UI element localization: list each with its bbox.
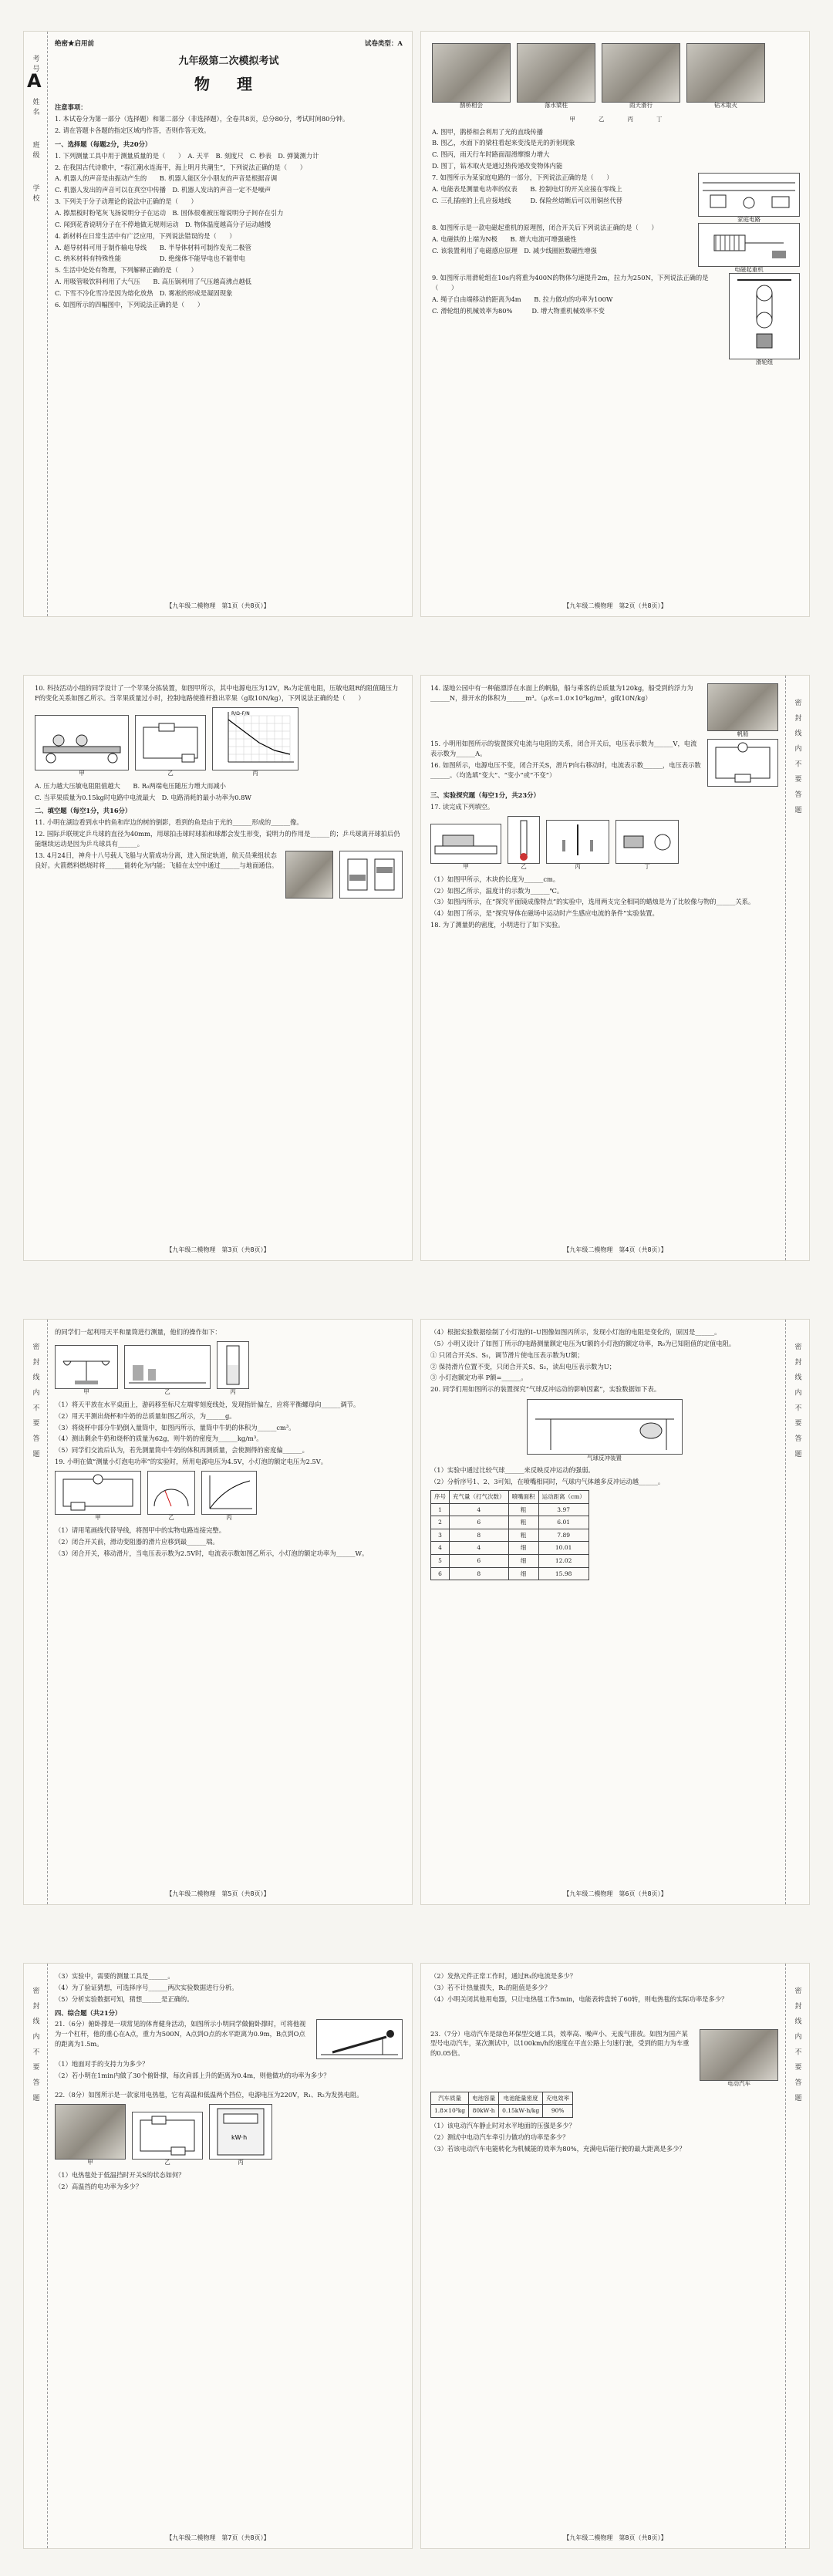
sailboat-photo xyxy=(707,683,778,738)
figure-caption: 乙 xyxy=(168,1514,174,1522)
question-line: （3）若该电动汽车电能转化为机械能的效率为80%，充满电后能行驶的最大距离是多少？ xyxy=(430,2144,686,2153)
energy-meter-svg xyxy=(210,2105,271,2159)
figure-10-sorting-device xyxy=(35,715,129,777)
question-line: A. 压力越大压敏电阻阻值越大 B. R₀两端电压随压力增大而减小 xyxy=(35,781,226,790)
figure-19-iu-graph xyxy=(201,1471,257,1522)
table-cell: 3 xyxy=(431,1529,450,1542)
section-heading: 一、选择题（每题2分，共20分） xyxy=(55,140,152,148)
figure-caption: 丙 xyxy=(238,2159,244,2166)
table-cell: 4 xyxy=(450,1503,509,1516)
question-line: 17. 读完成下列填空。 xyxy=(430,802,494,811)
question-line: 12. 国际乒联规定乒乓球的直径为40mm，用球拍击球时球拍和球都会发生形变，说明力的作用是______的；乒乓球离开球拍后仍能继续运动是因为乒乓球具有______。 xyxy=(35,830,400,848)
question-line: 18. 为了测量奶的密度，小明进行了如下实验。 xyxy=(430,921,565,929)
question-line: （5）小明又设计了如图丁所示的电路测量额定电压为U额的小灯泡的额定功率，R₀为已知阻值的定值电阻。 xyxy=(430,1339,736,1347)
question-line: （2）如图乙所示，温度计的示数为______℃。 xyxy=(430,886,564,895)
question-line: （1）地面对手的支持力为多少？ xyxy=(55,2060,149,2069)
figure-caption: 丙 xyxy=(252,770,258,777)
figure-10-circuit xyxy=(135,715,206,777)
question-line: 7. 如图所示为某家庭电路的一部分，下列说法正确的是（ ） xyxy=(432,174,613,182)
table-header: 喷嘴面积 xyxy=(508,1490,538,1503)
table-cell: 1.8×10³kg xyxy=(431,2105,469,2118)
figure-caption: 雨天滑行 xyxy=(629,102,653,110)
table-cell: 6 xyxy=(450,1516,509,1529)
figure-caption: 甲 xyxy=(83,1388,89,1396)
note-item: 1. 本试卷分为第一部分（选择题）和第二部分（非选择题），全卷共8页，总分80分，考试时间80分钟。 xyxy=(55,115,349,123)
binding-mark-exam-no: 考号 xyxy=(31,55,39,75)
figure-16-circuit xyxy=(707,739,778,787)
figure-22-blanket-photo xyxy=(55,2104,126,2166)
question-line: 9. 如图所示用滑轮组在10s内将重为400N的物体匀速提升2m，拉力为250N，下列说法正确的是（ ） xyxy=(432,274,709,292)
table-row xyxy=(431,1503,589,1516)
table-row xyxy=(431,1542,589,1555)
figure-caption: 甲 xyxy=(87,2159,93,2166)
table-cell: 5 xyxy=(431,1555,450,1568)
resistance-force-graph xyxy=(213,708,298,770)
seal-strip xyxy=(785,1964,809,2548)
confidential-mark: 绝密★启用前 xyxy=(55,40,95,48)
page-footer: 【九年级二模物理 第7页（共8页）】 xyxy=(166,2534,270,2541)
question-line: （1）电热毯处于低温挡时开关S的状态如何？ xyxy=(55,2171,185,2180)
question-line: C. 图丙，雨天行车时路面湿滑摩擦力增大 xyxy=(432,150,550,159)
figure-6-ding xyxy=(686,43,765,110)
question-line: （4）根据实验数据绘制了小灯泡的I–U图像如图丙所示，发现小灯泡的电阻是变化的，原因是______。 xyxy=(430,1328,721,1336)
notes-heading: 注意事项： xyxy=(55,103,87,112)
table-cell: 粗 xyxy=(508,1503,538,1516)
table-cell: 6 xyxy=(431,1567,450,1580)
table-cell: 8 xyxy=(450,1529,509,1542)
sheet-1 xyxy=(0,0,833,644)
figure-19-ammeter xyxy=(147,1471,195,1522)
question-line: ② 保持滑片位置不变，只闭合开关S、S₂，读出电压表示数为U； xyxy=(430,1362,616,1371)
figure-caption: 滑轮组 xyxy=(755,359,774,366)
table-row xyxy=(431,1516,589,1529)
engine-svg xyxy=(340,851,402,898)
figure-10-chart xyxy=(212,707,298,777)
figure-9-pulley xyxy=(729,273,800,366)
table-cell: 90% xyxy=(543,2105,573,2118)
question-line: （1）将天平放在水平桌面上，游码移至标尺左端零刻度线处，发现指针偏左，应将平衡螺母向______调节。 xyxy=(55,1400,360,1408)
figure-17-mirror xyxy=(546,820,609,871)
table-header: 电池容量 xyxy=(469,2092,499,2105)
electromagnet-diagram xyxy=(699,224,799,266)
seal-strip xyxy=(785,1320,809,1904)
table-cell: 12.02 xyxy=(538,1555,588,1568)
figure-21-pushup xyxy=(316,2019,403,2059)
page-footer: 【九年级二模物理 第3页（共8页）】 xyxy=(166,1246,270,1253)
car-spec-table xyxy=(430,2092,573,2118)
table-cell: 6 xyxy=(450,1555,509,1568)
figure-18-balance xyxy=(55,1345,118,1396)
figure-17-magnet xyxy=(615,820,679,871)
question-line: A. 超导材料可用于制作输电导线 B. 半导体材料可制作发光二极管 xyxy=(55,243,251,251)
seal-strip xyxy=(785,676,809,1260)
page-footer: 【九年级二模物理 第8页（共8页）】 xyxy=(563,2534,667,2541)
table-cell: 4 xyxy=(450,1542,509,1555)
question-line: A. 图甲，鹊桥相会利用了光的直线传播 xyxy=(432,127,544,136)
page-4 xyxy=(420,675,810,1261)
question-line: （5）分析实验数据可知，猜想______是正确的。 xyxy=(55,1994,194,2003)
figure-caption: 丙 xyxy=(226,1514,232,1522)
figure-22-meter xyxy=(209,2104,272,2166)
circuit-diagram xyxy=(136,716,205,770)
ruler-svg xyxy=(431,824,501,863)
question-line: （1）该电动汽车静止时对水平地面的压强是多少？ xyxy=(430,2121,575,2129)
question-line: C. 下雪不冷化雪冷是因为熔化放热 D. 雾凇的形成是凝固现象 xyxy=(55,289,233,298)
table-row xyxy=(431,1529,589,1542)
sorting-device-diagram xyxy=(35,716,128,770)
table-header: 充电效率 xyxy=(543,2092,573,2105)
figure-caption: 甲 xyxy=(463,863,469,871)
weights-svg xyxy=(125,1346,210,1388)
figure-18-weights xyxy=(124,1345,211,1396)
question-line: （2）分析序号1、2、3可知，在喷嘴相同时，气球内气体越多反冲运动越______。 xyxy=(430,1478,665,1486)
figure-8-electromagnet xyxy=(698,223,800,274)
pulley-diagram xyxy=(730,274,799,359)
table-cell: 6.01 xyxy=(538,1516,588,1529)
circuit-diagram xyxy=(699,174,799,216)
magnet-svg xyxy=(616,821,678,863)
question-line: ① 只闭合开关S、S₁，调节滑片使电压表示数为U额； xyxy=(430,1350,584,1359)
seal-text: 密 封 线 内 不 要 答 题 xyxy=(793,699,801,817)
mirror-svg xyxy=(547,821,609,863)
table-cell: 粗 xyxy=(508,1516,538,1529)
balance-svg xyxy=(56,1346,117,1388)
table-cell: 细 xyxy=(508,1542,538,1555)
balloon-setup-svg xyxy=(528,1400,682,1454)
figure-caption: 家庭电路 xyxy=(737,216,760,224)
question-line: （1）请用笔画线代替导线，将图甲中的实物电路连接完整。 xyxy=(55,1526,225,1535)
cylinder-svg xyxy=(218,1342,248,1388)
question-line: C. 纳米材料有特殊性能 D. 绝缘体不能导电也不能带电 xyxy=(55,255,245,263)
question-line: 21.（6分）俯卧撑是一项常见的体育健身活动，如图所示小明同学做俯卧撑时，可将他视为一个杠杆，他的重心在A点，重力为500N，A点到O点的水平距离为0.9m，B点到O点的距离为1.5m。 xyxy=(55,2020,306,2048)
seal-text: 密 封 线 内 不 要 答 题 xyxy=(793,1987,801,2105)
figure-caption: 丙 xyxy=(575,863,581,871)
seal-text: 密 封 线 内 不 要 答 题 xyxy=(31,1987,39,2105)
question-line: C. 机器人发出的声音可以在真空中传播 D. 机器人发出的声音一定不是噪声 xyxy=(55,186,271,194)
question-line: 13. 4月24日，神舟十八号载人飞船与火箭成功分离，进入预定轨道，航天员乘组状态良好。火箭燃料燃烧时将______能转化为内能；飞船在太空中通过______与地面通信。 xyxy=(35,851,278,869)
electric-car-photo xyxy=(700,2029,778,2087)
figure-18-cylinder xyxy=(217,1341,249,1396)
seal-strip xyxy=(24,1320,48,1904)
paper-type-letter: A xyxy=(27,70,42,92)
question-line: 10. 科技活动小组的同学设计了一个苹果分拣装置，如图甲所示，其中电源电压为12V，R₀为定值电阻，压敏电阻R的阻值随压力F的变化关系如图乙所示。当苹果质量过小时，控制电路使推杆推出苹果（g取10N/kg），下列说法正确的是（ ） xyxy=(35,684,399,702)
question-line: ③ 小灯泡额定功率 P额=______。 xyxy=(430,1374,528,1382)
figure-19-circuit xyxy=(55,1471,141,1522)
table-cell: 4 xyxy=(431,1542,450,1555)
sheet-4 xyxy=(0,1932,833,2576)
balloon-data-table xyxy=(430,1490,589,1580)
figure-7-household-circuit xyxy=(698,173,800,224)
binding-strip xyxy=(24,32,48,616)
sheet-2 xyxy=(0,644,833,1288)
question-line: （2）测试中电动汽车牵引力做功的功率是多少？ xyxy=(430,2133,569,2141)
question-line: （2）高温挡的电功率为多少？ xyxy=(55,2182,143,2190)
figure-caption: 电动汽车 xyxy=(727,2079,750,2087)
table-header: 汽车质量 xyxy=(431,2092,469,2105)
section-heading: 二、填空题（每空1分，共16分） xyxy=(35,807,132,815)
figure-label: 丙 xyxy=(627,116,633,123)
table-cell: 2 xyxy=(431,1516,450,1529)
figure-22-circuit xyxy=(132,2112,203,2166)
question-line: C. 三孔插座的上孔应接地线 D. 保险丝熔断后可以用铜丝代替 xyxy=(432,196,622,204)
table-cell: 10.01 xyxy=(538,1542,588,1555)
note-item: 2. 请在答题卡各题的指定区域内作答，否则作答无效。 xyxy=(55,126,211,135)
ammeter-svg xyxy=(148,1472,194,1514)
question-line: （4）测出剩余牛奶和烧杯的质量为62g，则牛奶的密度为______kg/m³。 xyxy=(55,1435,263,1443)
figure-6-yi xyxy=(517,43,595,110)
question-line: （2）若小明在1min内做了30个俯卧撑，每次肩部上升的距离为0.4m，则他做功的功率为多少？ xyxy=(55,2072,330,2080)
question-line: （2）发热元件正常工作时，通过R₁的电流是多少？ xyxy=(430,1972,577,1980)
table-row xyxy=(431,1567,589,1580)
circuit-svg xyxy=(133,2112,202,2159)
table-cell: 0.15kW·h/kg xyxy=(499,2105,543,2118)
question-line: （1）实验中通过比较气球______来反映反冲运动的强弱。 xyxy=(430,1466,595,1475)
question-line: 4. 新材料在日常生活中有广泛应用，下列说法错误的是（ ） xyxy=(55,231,236,240)
table-cell: 80kW·h xyxy=(469,2105,499,2118)
question-line: 23.（7分）电动汽车是绿色环保型交通工具，效率高、噪声小、无废气排放。如图为国产某型号电动汽车，某次测试中，以100km/h的速度在平直公路上匀速行驶，受到的阻力为车重的0.05倍。 xyxy=(430,2029,690,2058)
rocket-photo xyxy=(285,851,333,899)
figure-17-ruler xyxy=(430,824,501,871)
table-cell: 细 xyxy=(508,1555,538,1568)
circuit-svg xyxy=(56,1472,140,1514)
figure-caption: 帆船 xyxy=(737,730,749,738)
question-line: （2）用天平测出烧杯和牛奶的总质量如图乙所示，为______g。 xyxy=(55,1411,236,1420)
question-line: 的同学们一起利用天平和量筒进行测量，他们的操作如下： xyxy=(55,1328,221,1336)
question-line: 22.（8分）如图所示是一款家用电热毯，它有高温和低温两个挡位，电源电压为220V，R₁、R₂为发热电阻。 xyxy=(55,2091,363,2099)
page-footer: 【九年级二模物理 第2页（共8页）】 xyxy=(563,602,667,609)
question-line: A. 绳子自由端移动的距离为4m B. 拉力做功的功率为100W xyxy=(432,295,613,303)
table-row xyxy=(431,1555,589,1568)
question-line: 8. 如图所示是一款电磁起重机的原理图，闭合开关后下列说法正确的是（ ） xyxy=(432,224,658,232)
figure-caption: 鹊桥相会 xyxy=(460,102,483,110)
question-line: A. 用吸管吸饮料利用了大气压 B. 高压锅利用了气压越高沸点越低 xyxy=(55,278,251,286)
binding-mark-name: 姓名 xyxy=(31,98,39,118)
question-line: （4）为了验证猜想，可选择序号______两次实验数据进行分析。 xyxy=(55,1983,238,1991)
figure-caption: 乙 xyxy=(521,863,527,871)
question-line: 3. 下列关于分子动理论的说法中正确的是（ ） xyxy=(55,197,197,206)
question-line: D. 图丁，钻木取火是通过热传递改变物体内能 xyxy=(432,162,563,170)
table-header: 序号 xyxy=(431,1490,450,1503)
question-line: （3）如图丙所示，在“探究平面镜成像特点”的实验中，选用两支完全相同的蜡烛是为了比较像与物的______关系。 xyxy=(430,898,755,906)
figure-6-jia xyxy=(432,43,511,110)
figure-label: 甲 xyxy=(569,116,575,123)
question-line: （3）若不计热量损失，R₂的阻值是多少？ xyxy=(430,1983,551,1991)
page-5 xyxy=(23,1319,413,1905)
question-line: 14. 湿地公园中有一种能漂浮在水面上的帆船，船与乘客的总质量为120kg，船受到的浮力为______N，排开水的体积为______m³。（ρ水=1.0×10³kg/m³，g取10N/kg） xyxy=(430,684,693,702)
binding-mark-school: 学校 xyxy=(31,184,39,204)
table-header: 电池能量密度 xyxy=(499,2092,543,2105)
table-header: 运动距离（cm） xyxy=(538,1490,588,1503)
question-line: 20. 同学们用如图所示的装置探究“气球反冲运动的影响因素”，实验数据如下表。 xyxy=(430,1385,661,1394)
page-footer: 【九年级二模物理 第4页（共8页）】 xyxy=(563,1246,667,1253)
figure-caption: 甲 xyxy=(79,770,85,777)
question-line: 11. 小明在湖边看到水中的鱼和岸边的树的倒影，看到的鱼是由于光的______形成的______像。 xyxy=(35,818,303,827)
question-line: 19. 小明在做“测量小灯泡电功率”的实验时，所用电源电压为4.5V，小灯泡的额定电压为2.5V。 xyxy=(55,1458,328,1466)
question-line: 16. 如图所示，电源电压不变，闭合开关S，滑片P向右移动时，电流表示数______，电压表示数______。（均选填“变大”、“变小”或“不变”） xyxy=(430,760,701,779)
figure-caption: 乙 xyxy=(167,770,174,777)
question-line: 15. 小明用如图所示的装置探究电流与电阻的关系，闭合开关后，电压表示数为______V，电流表示数为______A。 xyxy=(430,740,697,757)
exam-title: 九年级第二次模拟考试 xyxy=(178,56,279,68)
page-8 xyxy=(420,1963,810,2549)
figure-caption: 钻木取火 xyxy=(714,102,737,110)
question-line: （4）如图丁所示，是“探究导体在磁场中运动时产生感应电流的条件”实验装置。 xyxy=(430,909,659,918)
thermometer-svg xyxy=(508,817,539,863)
table-header: 充气量（打气次数） xyxy=(450,1490,509,1503)
table-cell: 1 xyxy=(431,1503,450,1516)
exam-subject: 物 理 xyxy=(194,75,263,94)
figure-20-balloon xyxy=(527,1399,683,1462)
question-line: C. 闻到花香说明分子在不停地做无规则运动 D. 物体温度越高分子运动越慢 xyxy=(55,220,271,228)
figure-caption: 乙 xyxy=(164,2159,170,2166)
figure-label: 乙 xyxy=(599,116,605,123)
figure-caption: 电磁起重机 xyxy=(734,266,764,274)
page-1 xyxy=(23,31,413,617)
question-line: A. 机器人的声音是由振动产生的 B. 机器人能区分小朋友的声音是根据音调 xyxy=(55,174,278,183)
question-line: （4）小明关闭其他用电器，只让电热毯工作5min，电能表转盘转了60转，则电热毯的实际功率是多少？ xyxy=(430,1994,728,2003)
figure-caption: 丁 xyxy=(644,863,650,871)
page-footer: 【九年级二模物理 第5页（共8页）】 xyxy=(166,1890,270,1897)
question-line: 1. 下列测量工具中用于测量质量的是（ ） A. 天平 B. 刻度尺 C. 秒表 D. 弹簧测力计 xyxy=(55,151,319,160)
table-cell: 8 xyxy=(450,1567,509,1580)
figure-caption: 乙 xyxy=(164,1388,170,1396)
page-footer: 【九年级二模物理 第1页（共8页）】 xyxy=(166,602,270,609)
question-line: A. 电磁铁的上端为N极 B. 增大电流可增强磁性 xyxy=(432,234,577,243)
question-line: （5）同学们交流后认为，若先测量筒中牛奶的体积再测质量，会使测得的密度偏______。 xyxy=(55,1446,309,1455)
engine-diagram xyxy=(339,851,403,899)
question-line: A. 电能表是测量电功率的仪表 B. 控制电灯的开关应接在零线上 xyxy=(432,184,622,193)
question-line: （3）将烧杯中部分牛奶倒入量筒中，如图丙所示，量筒中牛奶的体积为______cm³。 xyxy=(55,1423,295,1431)
page-6 xyxy=(420,1319,810,1905)
circuit-diagram xyxy=(708,740,777,786)
page-2 xyxy=(420,31,810,617)
question-line: C. 当苹果质量为0.15kg时电路中电流最大 D. 电路消耗的最小功率为0.8W xyxy=(35,793,251,801)
table-cell: 细 xyxy=(508,1567,538,1580)
seal-strip xyxy=(24,1964,48,2548)
iu-graph-svg xyxy=(202,1472,256,1514)
table-cell: 15.98 xyxy=(538,1567,588,1580)
question-line: 2. 在我国古代诗歌中，“春江潮水连海平，海上明月共潮生”，下列说法正确的是（ ） xyxy=(55,163,307,171)
question-line: 6. 如图所示的四幅图中，下列说法正确的是（ ） xyxy=(55,300,204,309)
seal-text: 密 封 线 内 不 要 答 题 xyxy=(31,1343,39,1461)
pushup-svg xyxy=(317,2020,402,2058)
table-cell: 粗 xyxy=(508,1529,538,1542)
figure-caption: 落水梁柱 xyxy=(545,102,568,110)
question-line: （2）闭合开关前，滑动变阻器的滑片应移到最______端。 xyxy=(55,1537,219,1546)
section-heading: 三、实验探究题（每空1分，共23分） xyxy=(430,791,540,799)
figure-caption: 丙 xyxy=(230,1388,236,1396)
figure-caption: 甲 xyxy=(95,1514,101,1522)
chart-title: R/Ω–F/N xyxy=(231,710,250,716)
question-line: 5. 生活中处处有物理，下列解释正确的是（ ） xyxy=(55,266,197,275)
page-7 xyxy=(23,1963,413,2549)
figure-caption: 气球反冲装置 xyxy=(587,1454,622,1462)
question-line: （3）闭合开关，移动滑片，当电压表示数为2.5V时，电流表示数如图乙所示，小灯泡的额定功率为______W。 xyxy=(55,1549,369,1557)
binding-mark-class: 班级 xyxy=(31,141,39,161)
question-line: （1）如图甲所示，木块的长度为______cm。 xyxy=(430,875,560,883)
page-3 xyxy=(23,675,413,1261)
question-line: C. 该装置利用了电磁感应原理 D. 减少线圈匝数磁性增强 xyxy=(432,246,597,255)
question-line: C. 滑轮组的机械效率为80% D. 增大物重机械效率不变 xyxy=(432,306,605,315)
paper-type: 试卷类型：A xyxy=(364,40,403,48)
meter-unit: kW·h xyxy=(231,2134,248,2142)
seal-text: 密 封 线 内 不 要 答 题 xyxy=(793,1343,801,1461)
figure-17-thermometer xyxy=(508,816,540,871)
figure-6-bing xyxy=(602,43,680,110)
page-footer: 【九年级二模物理 第6页（共8页）】 xyxy=(563,1890,667,1897)
section-heading: 四、综合题（共21分） xyxy=(55,2008,122,2017)
question-line: A. 擦黑板时粉笔灰飞扬说明分子在运动 B. 固体很难被压缩说明分子间存在引力 xyxy=(55,209,284,217)
table-cell: 7.89 xyxy=(538,1529,588,1542)
sheet-3 xyxy=(0,1288,833,1932)
question-line: （3）实验中，需要的测量工具是______。 xyxy=(55,1972,174,1980)
question-line: B. 图乙，水面下的梁柱看起来变浅是光的折射现象 xyxy=(432,139,575,147)
table-row xyxy=(431,2105,573,2118)
figure-label: 丁 xyxy=(656,116,663,123)
table-cell: 3.97 xyxy=(538,1503,588,1516)
